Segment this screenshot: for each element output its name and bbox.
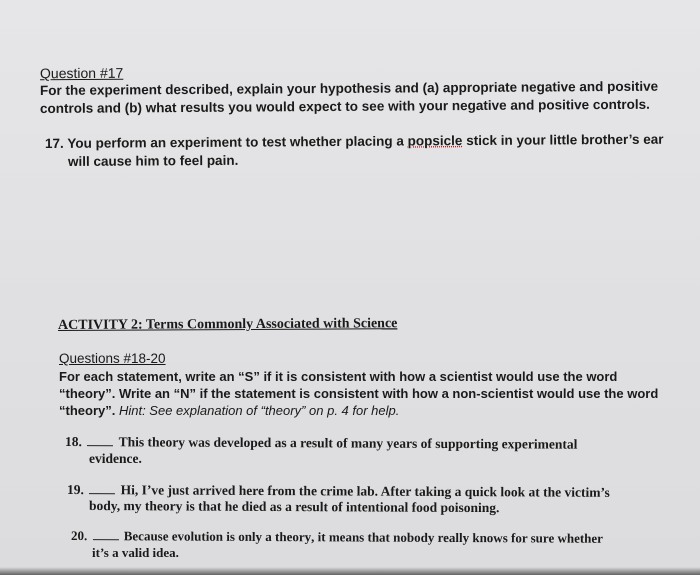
questions-18-20-heading: Questions #18-20: [59, 351, 166, 366]
question-17-instruction-line-2: controls and (b) what results you would expect to see with your negative and positive controls.: [39, 96, 650, 116]
item-20-theory-word: theory: [275, 529, 312, 545]
item-20-text-after: , it means that nobody really knows for sure whether: [311, 529, 604, 546]
item-18-number: 18.: [64, 434, 82, 450]
item-18-theory-word: theory: [147, 434, 186, 450]
item-17: [45, 132, 664, 152]
item-19-line-2-before: body, my: [88, 498, 142, 514]
questions-18-20-instruction-line-2: “theory”. Write an “N” if the statement is consistent with how a non-scientist would use the word: [59, 386, 659, 401]
item-17-text-after: stick in your little brother’s ear: [466, 131, 664, 149]
item-19-line-2: [89, 498, 500, 516]
question-17-heading: Question #17: [39, 64, 124, 82]
questions-18-20-instruction-line-1: For each statement, write an “S” if it is consistent with how a scientist would use the word: [59, 369, 618, 384]
item-20-text-before: Because evolution is only a: [123, 528, 272, 545]
item-19-answer-blank[interactable]: [89, 493, 115, 494]
questions-18-20-instruction-line-3: [59, 403, 399, 419]
item-18-text-before: This: [118, 434, 145, 450]
question-17-instruction-line-1: For the experiment described, explain your hypothesis and (a) appropriate negative and positive: [39, 78, 659, 98]
page-bottom-shadow: [0, 567, 700, 575]
item-20-line-2: it’s a valid idea.: [92, 545, 179, 560]
item-17-highlight: popsicle: [407, 133, 463, 149]
item-17-line-2: will cause him to feel pain.: [67, 152, 239, 169]
item-19-line-2-after: is that he died as a result of intentional food poisoning.: [185, 498, 500, 516]
item-17-number: 17.: [44, 135, 64, 151]
item-20-answer-blank[interactable]: [92, 539, 118, 540]
activity-2-heading: ACTIVITY 2: Terms Commonly Associated with Science: [57, 316, 398, 333]
questions-18-20-hint: Hint: See explanation of “theory” on p. 4 for help.: [118, 403, 400, 418]
item-19-text: Hi, I’ve just arrived here from the crime lab. After taking a quick look at the victim’s: [120, 482, 610, 500]
item-18-text-after: was developed as a result of many years of supporting experimental: [188, 434, 578, 452]
item-20: [71, 528, 603, 547]
item-17-text-before: You perform an experiment to test whether placing a: [67, 133, 404, 151]
item-18-line-2: evidence.: [89, 451, 142, 466]
item-19-number: 19.: [66, 482, 84, 498]
item-19-theory-word: theory: [144, 498, 183, 514]
questions-18-20-theory-word: “theory”.: [59, 403, 116, 418]
item-18: [65, 434, 577, 453]
item-18-answer-blank[interactable]: [87, 445, 113, 446]
item-20-number: 20.: [70, 528, 88, 544]
